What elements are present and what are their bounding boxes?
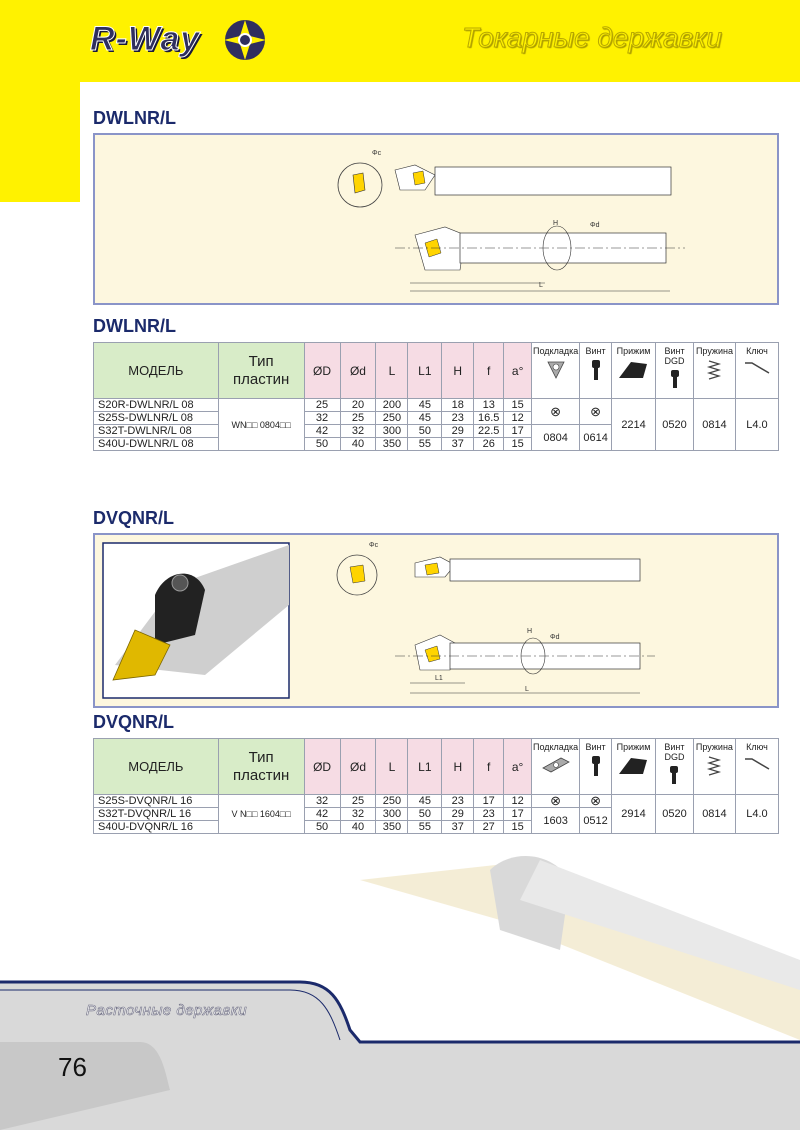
header-d: Ød <box>340 739 376 795</box>
header-a: a° <box>504 343 532 399</box>
table-row-model: S25S-DWLNR/L 08 <box>94 412 219 425</box>
header-key: Ключ <box>735 739 778 795</box>
table-row-model: S40U-DVQNR/L 16 <box>94 821 219 834</box>
screw-cell: 0614 <box>580 425 612 451</box>
header-L: L <box>376 343 408 399</box>
cell-f: 26 <box>474 438 504 451</box>
footer-section-title: Расточные державки <box>86 1002 248 1019</box>
cell-f: 13 <box>474 399 504 412</box>
dwlnr-spec-table <box>93 342 779 451</box>
cell-D: 50 <box>304 438 340 451</box>
clamp-cell: 2914 <box>612 795 656 834</box>
cell-d: 25 <box>340 412 376 425</box>
cell-H: 37 <box>442 438 474 451</box>
header-H: H <box>442 343 474 399</box>
cell-f: 23 <box>474 808 504 821</box>
cell-f: 17 <box>474 795 504 808</box>
header-D: ØD <box>304 343 340 399</box>
screw-icon <box>589 358 603 382</box>
cell-L1: 50 <box>408 808 442 821</box>
svg-text:Φd: Φd <box>590 222 600 229</box>
spring-icon <box>706 358 722 382</box>
shim-cell: 0804 <box>532 425 580 451</box>
header-f: f <box>474 739 504 795</box>
clamp-cell: 2214 <box>612 399 656 451</box>
header-f: f <box>474 343 504 399</box>
cell-H: 37 <box>442 821 474 834</box>
clamp-icon <box>617 754 651 778</box>
dvqnr-spec-table <box>93 738 779 834</box>
table-row-model: S20R-DWLNR/L 08 <box>94 399 219 412</box>
header-screw: Винт <box>580 343 612 399</box>
section2-drawing <box>93 533 779 708</box>
header-d: Ød <box>340 343 376 399</box>
shim-x-cell: ⊗ <box>532 399 580 425</box>
section1-drawing-title: DWLNR/L <box>93 108 176 128</box>
svg-text:L: L <box>539 282 543 289</box>
page-category-title: Токарные державки <box>461 22 722 53</box>
table-row-model: S32T-DVQNR/L 16 <box>94 808 219 821</box>
svg-text:Φd: Φd <box>550 634 560 641</box>
screw-cell: 0512 <box>580 808 612 834</box>
cell-H: 18 <box>442 399 474 412</box>
cell-a: 15 <box>504 399 532 412</box>
shim-icon <box>545 358 567 380</box>
header-clamp: Прижим <box>612 739 656 795</box>
header-H: H <box>442 739 474 795</box>
spring-icon <box>706 754 722 778</box>
header-a: a° <box>504 739 532 795</box>
table-row-model: S32T-DWLNR/L 08 <box>94 425 219 438</box>
cell-H: 29 <box>442 808 474 821</box>
section1-table-title: DWLNR/L <box>93 316 176 336</box>
header-model: МОДЕЛЬ <box>94 739 219 795</box>
key-icon <box>742 358 772 378</box>
header-shim: Подкладка <box>532 739 580 795</box>
cell-D: 32 <box>304 412 340 425</box>
cell-L: 250 <box>376 795 408 808</box>
cell-D: 50 <box>304 821 340 834</box>
svg-text:Φc: Φc <box>372 150 382 157</box>
dwlnr-technical-drawing <box>95 135 777 303</box>
cell-a: 15 <box>504 821 532 834</box>
cell-D: 25 <box>304 399 340 412</box>
svg-text:L: L <box>525 686 529 693</box>
cell-d: 40 <box>340 821 376 834</box>
cell-L: 350 <box>376 438 408 451</box>
page-number: 76 <box>58 1052 87 1082</box>
shim-icon <box>541 754 571 776</box>
spring-cell: 0814 <box>693 399 735 451</box>
cell-L1: 50 <box>408 425 442 438</box>
section2-table-title: DVQNR/L <box>93 712 174 732</box>
screw-icon <box>589 754 603 778</box>
table-row-model: S25S-DVQNR/L 16 <box>94 795 219 808</box>
cell-a: 12 <box>504 412 532 425</box>
insert-type-cell: WN□□ 0804□□ <box>218 399 304 451</box>
header-spring: Пружина <box>693 739 735 795</box>
cell-D: 42 <box>304 808 340 821</box>
cell-L: 350 <box>376 821 408 834</box>
cell-d: 25 <box>340 795 376 808</box>
header-L1: L1 <box>408 739 442 795</box>
key-cell: L4.0 <box>735 795 778 834</box>
header-model: МОДЕЛЬ <box>94 343 219 399</box>
cell-d: 40 <box>340 438 376 451</box>
header-spring: Пружина <box>693 343 735 399</box>
header-dgd-screw: Винт DGD <box>656 739 694 795</box>
section2-drawing-title: DVQNR/L <box>93 508 174 528</box>
logo-icon <box>222 14 268 66</box>
cell-D: 42 <box>304 425 340 438</box>
cell-L1: 45 <box>408 795 442 808</box>
header-clamp: Прижим <box>612 343 656 399</box>
cell-a: 15 <box>504 438 532 451</box>
svg-text:L1: L1 <box>435 675 443 682</box>
insert-type-cell: V N□□ 1604□□ <box>218 795 304 834</box>
shim-x-cell: ⊗ <box>532 795 580 808</box>
cell-f: 22.5 <box>474 425 504 438</box>
cell-L: 250 <box>376 412 408 425</box>
key-icon <box>742 754 772 774</box>
cell-H: 29 <box>442 425 474 438</box>
dgd-cell: 0520 <box>656 795 694 834</box>
header-insert-type: Тип пластин <box>218 343 304 399</box>
table-row-model: S40U-DWLNR/L 08 <box>94 438 219 451</box>
screw-x-cell: ⊗ <box>580 795 612 808</box>
cell-a: 17 <box>504 425 532 438</box>
svg-text:Φc: Φc <box>369 542 379 549</box>
spring-cell: 0814 <box>693 795 735 834</box>
cell-d: 32 <box>340 425 376 438</box>
cell-d: 20 <box>340 399 376 412</box>
dgd-screw-icon <box>668 368 682 390</box>
header-D: ØD <box>304 739 340 795</box>
screw-x-cell: ⊗ <box>580 399 612 425</box>
dgd-screw-icon <box>667 764 681 786</box>
shim-cell: 1603 <box>532 808 580 834</box>
side-accent <box>0 82 80 202</box>
header-shim: Подкладка <box>532 343 580 399</box>
cell-H: 23 <box>442 795 474 808</box>
cell-L1: 45 <box>408 412 442 425</box>
dgd-cell: 0520 <box>656 399 694 451</box>
cell-L: 200 <box>376 399 408 412</box>
key-cell: L4.0 <box>735 399 778 451</box>
cell-D: 32 <box>304 795 340 808</box>
cell-L: 300 <box>376 808 408 821</box>
header-L1: L1 <box>408 343 442 399</box>
dvqnr-technical-drawing <box>95 535 777 706</box>
cell-d: 32 <box>340 808 376 821</box>
header-key: Ключ <box>735 343 778 399</box>
footer-decoration <box>0 970 800 1130</box>
header-insert-type: Тип пластин <box>218 739 304 795</box>
clamp-icon <box>617 358 651 382</box>
svg-text:H: H <box>553 220 559 227</box>
brand-logo-text: R-Way <box>90 20 201 58</box>
header-L: L <box>376 739 408 795</box>
cell-f: 27 <box>474 821 504 834</box>
header-screw: Винт <box>580 739 612 795</box>
cell-f: 16.5 <box>474 412 504 425</box>
cell-a: 17 <box>504 808 532 821</box>
header-dgd-screw: Винт DGD <box>656 343 694 399</box>
cell-L1: 55 <box>408 821 442 834</box>
section1-drawing <box>93 133 779 305</box>
cell-L1: 55 <box>408 438 442 451</box>
cell-L1: 45 <box>408 399 442 412</box>
cell-H: 23 <box>442 412 474 425</box>
cell-L: 300 <box>376 425 408 438</box>
svg-text:H: H <box>527 628 533 635</box>
cell-a: 12 <box>504 795 532 808</box>
